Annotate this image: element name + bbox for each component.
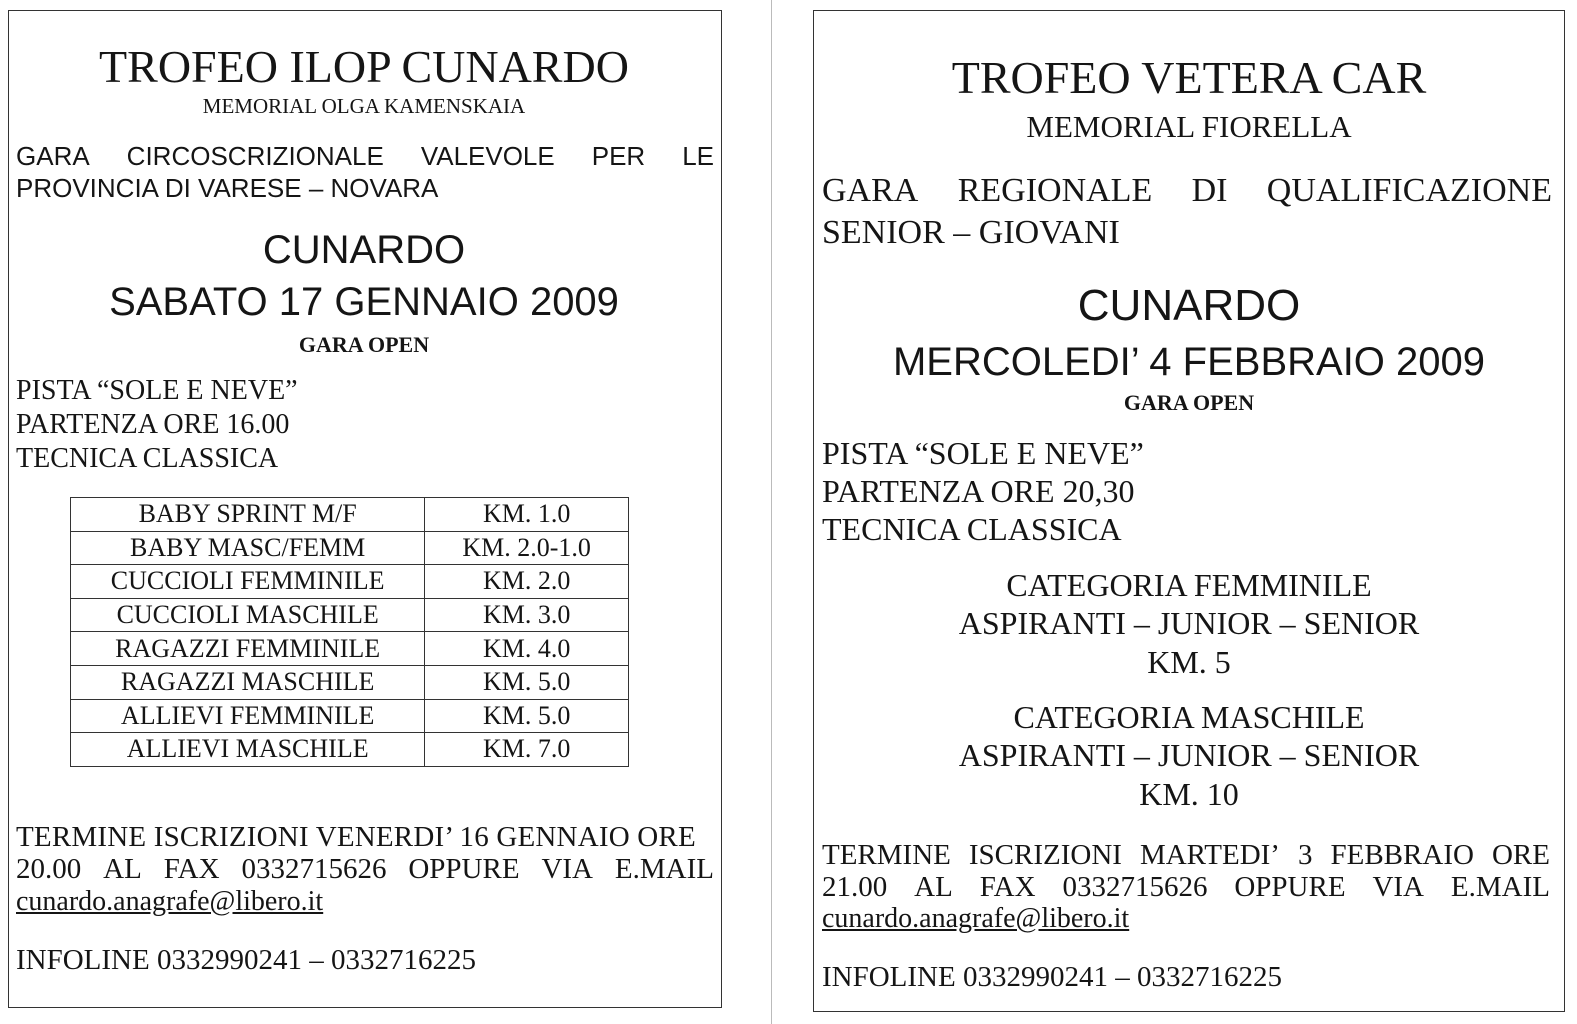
word: 21.00 xyxy=(822,871,888,903)
word: GARA xyxy=(16,141,90,171)
word: VIA xyxy=(541,853,593,885)
race-category: CUCCIOLI FEMMINILE xyxy=(71,565,425,599)
word: GARA xyxy=(822,172,919,209)
left-gara-line2: PROVINCIA DI VARESE – NOVARA xyxy=(16,173,439,203)
left-termine-line1: TERMINE ISCRIZIONI VENERDI’ 16 GENNAIO ORE xyxy=(16,821,696,853)
word: TERMINE xyxy=(822,839,951,871)
right-date: MERCOLEDI’ 4 FEBBRAIO 2009 xyxy=(892,340,1486,384)
left-termine-line2 xyxy=(16,855,714,884)
word: ORE xyxy=(1491,839,1550,871)
race-distance: KM. 7.0 xyxy=(425,733,629,767)
word: AL xyxy=(914,871,953,903)
word: FEBBRAIO xyxy=(1330,839,1474,871)
fold-line xyxy=(771,0,772,1024)
race-distance: KM. 2.0-1.0 xyxy=(425,531,629,565)
left-partenza: PARTENZA ORE 16.00 xyxy=(16,409,290,440)
table-row xyxy=(71,565,629,599)
right-gara-line2: SENIOR – GIOVANI xyxy=(822,214,1120,251)
race-category: ALLIEVI FEMMINILE xyxy=(71,699,425,733)
right-tecnica: TECNICA CLASSICA xyxy=(822,511,1122,547)
left-location: CUNARDO xyxy=(262,228,466,272)
word: FAX xyxy=(979,871,1036,903)
race-distance: KM. 3.0 xyxy=(425,598,629,632)
word: QUALIFICAZIONE xyxy=(1266,172,1552,209)
race-category: RAGAZZI FEMMINILE xyxy=(71,632,425,666)
race-category: BABY MASC/FEMM xyxy=(71,531,425,565)
word: OPPURE xyxy=(1234,871,1346,903)
word: VIA xyxy=(1372,871,1424,903)
race-table xyxy=(70,497,629,767)
left-tecnica: TECNICA CLASSICA xyxy=(16,443,279,474)
word: OPPURE xyxy=(408,853,520,885)
word: 20.00 xyxy=(16,853,82,885)
category-male-classes: ASPIRANTI – JUNIOR – SENIOR xyxy=(958,737,1420,773)
word: PER xyxy=(591,141,646,171)
table-row xyxy=(71,699,629,733)
right-memorial: MEMORIAL FIORELLA xyxy=(1026,109,1352,144)
race-distance: KM. 2.0 xyxy=(425,565,629,599)
race-category: ALLIEVI MASCHILE xyxy=(71,733,425,767)
word: E.MAIL xyxy=(1450,871,1550,903)
table-row xyxy=(71,733,629,767)
category-male-title: CATEGORIA MASCHILE xyxy=(1013,699,1365,735)
word: MARTEDI’ xyxy=(1139,839,1280,871)
right-termine-line2 xyxy=(822,873,1550,902)
table-row xyxy=(71,598,629,632)
word: FAX xyxy=(163,853,220,885)
table-row xyxy=(71,632,629,666)
race-distance: KM. 4.0 xyxy=(425,632,629,666)
word: E.MAIL xyxy=(614,853,714,885)
race-distance: KM. 5.0 xyxy=(425,665,629,699)
right-gara-line1 xyxy=(822,174,1552,208)
right-termine-line1 xyxy=(822,841,1550,870)
word: 0332715626 xyxy=(1062,871,1208,903)
word: DI xyxy=(1191,172,1228,209)
right-pista: PISTA “SOLE E NEVE” xyxy=(822,435,1144,471)
race-category: CUCCIOLI MASCHILE xyxy=(71,598,425,632)
left-memorial: MEMORIAL OLGA KAMENSKAIA xyxy=(202,94,526,118)
right-gara-open: GARA OPEN xyxy=(1123,390,1255,415)
right-infoline: INFOLINE 0332990241 – 0332716225 xyxy=(822,961,1282,993)
left-title: TROFEO ILOP CUNARDO xyxy=(99,41,629,92)
left-gara-open: GARA OPEN xyxy=(298,332,430,357)
left-date: SABATO 17 GENNAIO 2009 xyxy=(109,280,619,324)
word: LE xyxy=(682,141,714,171)
left-email-link[interactable]: cunardo.anagrafe@libero.it xyxy=(16,886,324,917)
category-male-distance: KM. 10 xyxy=(1139,776,1239,812)
right-email-link[interactable]: cunardo.anagrafe@libero.it xyxy=(822,903,1130,934)
word: CIRCOSCRIZIONALE xyxy=(126,141,384,171)
word: AL xyxy=(103,853,142,885)
table-row xyxy=(71,665,629,699)
word: 3 xyxy=(1297,839,1313,871)
race-distance: KM. 1.0 xyxy=(425,498,629,532)
left-pista: PISTA “SOLE E NEVE” xyxy=(16,375,298,406)
category-female-title: CATEGORIA FEMMINILE xyxy=(1006,567,1372,603)
right-location: CUNARDO xyxy=(1077,281,1301,330)
word: REGIONALE xyxy=(957,172,1153,209)
table-row xyxy=(71,498,629,532)
race-category: RAGAZZI MASCHILE xyxy=(71,665,425,699)
race-category: BABY SPRINT M/F xyxy=(71,498,425,532)
left-infoline: INFOLINE 0332990241 – 0332716225 xyxy=(16,944,476,976)
right-title: TROFEO VETERA CAR xyxy=(951,52,1427,103)
word: ISCRIZIONI xyxy=(968,839,1122,871)
word: 0332715626 xyxy=(241,853,387,885)
table-row xyxy=(71,531,629,565)
left-gara-line1 xyxy=(16,143,714,169)
word: VALEVOLE xyxy=(420,141,555,171)
race-distance: KM. 5.0 xyxy=(425,699,629,733)
category-female-classes: ASPIRANTI – JUNIOR – SENIOR xyxy=(958,605,1420,641)
right-partenza: PARTENZA ORE 20,30 xyxy=(822,473,1135,509)
category-female-distance: KM. 5 xyxy=(1147,644,1231,680)
